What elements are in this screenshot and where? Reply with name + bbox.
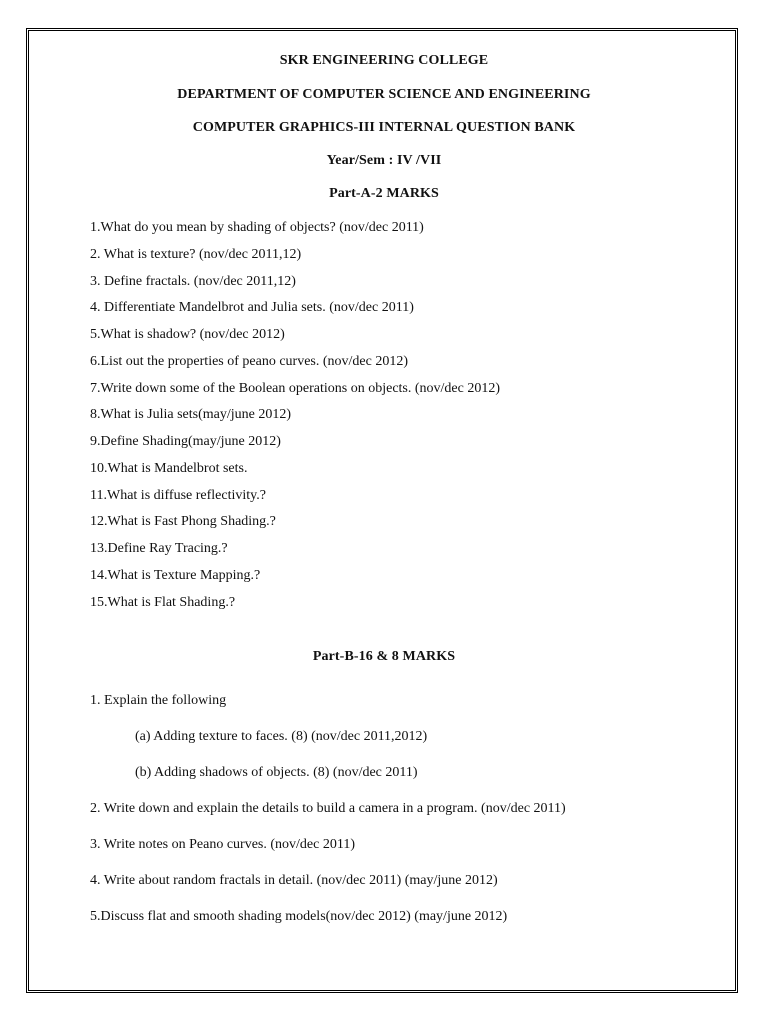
question-item: 14.What is Texture Mapping.? <box>90 568 261 583</box>
question-item: 2. Write down and explain the details to build a camera in a program. (nov/dec 2011) <box>90 801 566 816</box>
question-item: 8.What is Julia sets(may/june 2012) <box>90 407 292 422</box>
college-name: SKR ENGINEERING COLLEGE <box>279 53 489 68</box>
sub-question-item: (b) Adding shadows of objects. (8) (nov/dec 2011) <box>135 765 418 780</box>
question-item: 1.What do you mean by shading of objects? (nov/dec 2011) <box>90 220 424 235</box>
year-sem: Year/Sem : IV /VII <box>326 153 442 168</box>
question-item: 11.What is diffuse reflectivity.? <box>90 488 266 503</box>
question-item: 10.What is Mandelbrot sets. <box>90 461 248 476</box>
department-name: DEPARTMENT OF COMPUTER SCIENCE AND ENGINEERING <box>177 87 591 102</box>
question-item: 5.Discuss flat and smooth shading models(nov/dec 2012) (may/june 2012) <box>90 909 508 924</box>
document-title: COMPUTER GRAPHICS-III INTERNAL QUESTION BANK <box>192 120 576 135</box>
question-item: 15.What is Flat Shading.? <box>90 595 236 610</box>
question-item: 4. Write about random fractals in detail. (nov/dec 2011) (may/june 2012) <box>90 873 498 888</box>
question-item: 4. Differentiate Mandelbrot and Julia sets. (nov/dec 2011) <box>90 300 414 315</box>
part-b-heading: Part-B-16 & 8 MARKS <box>312 649 456 664</box>
question-item: 2. What is texture? (nov/dec 2011,12) <box>90 247 302 262</box>
question-item: 5.What is shadow? (nov/dec 2012) <box>90 327 285 342</box>
question-item: 3. Define fractals. (nov/dec 2011,12) <box>90 274 296 289</box>
question-item: 6.List out the properties of peano curves. (nov/dec 2012) <box>90 354 409 369</box>
question-item: 12.What is Fast Phong Shading.? <box>90 514 276 529</box>
question-item: 13.Define Ray Tracing.? <box>90 541 228 556</box>
question-item: 9.Define Shading(may/june 2012) <box>90 434 281 449</box>
part-a-heading: Part-A-2 MARKS <box>329 186 439 201</box>
question-item: 1. Explain the following <box>90 693 227 708</box>
question-item: 3. Write notes on Peano curves. (nov/dec 2011) <box>90 837 355 852</box>
question-item: 7.Write down some of the Boolean operations on objects. (nov/dec 2012) <box>90 381 501 396</box>
sub-question-item: (a) Adding texture to faces. (8) (nov/dec 2011,2012) <box>135 729 428 744</box>
